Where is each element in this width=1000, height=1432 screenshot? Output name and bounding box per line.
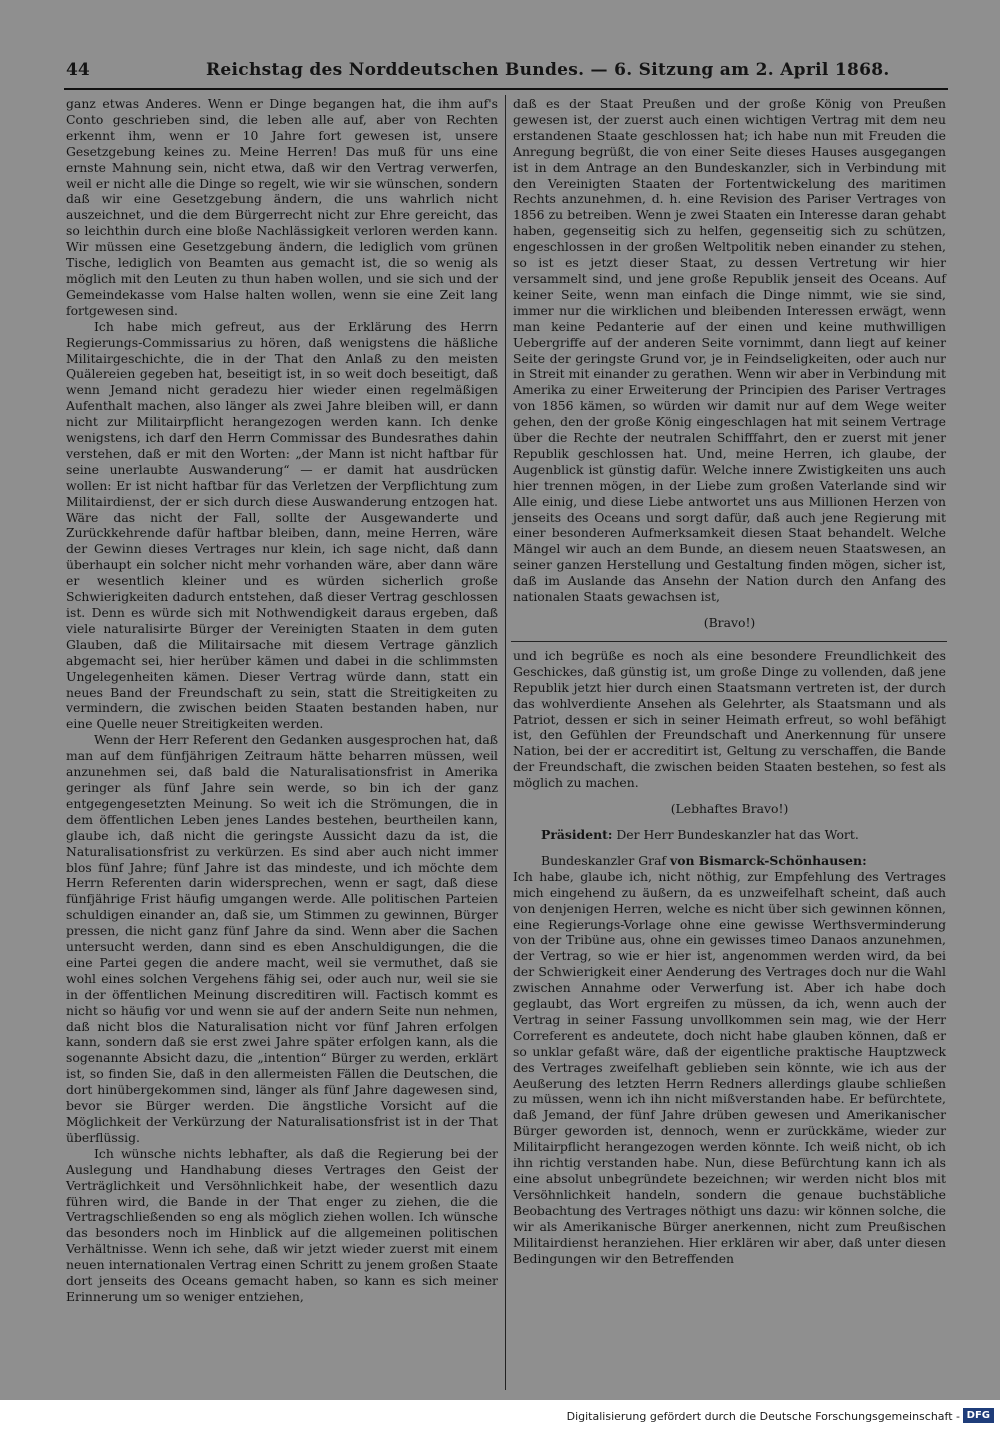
- section-rule: [511, 641, 947, 642]
- page-number: 44: [66, 60, 90, 80]
- footer: [0, 1400, 1000, 1432]
- column-divider: [505, 95, 506, 1390]
- paragraph: Wenn der Herr Referent den Gedanken ausgesprochen hat, daß man auf dem fünfjährigen Zeitraum hätte beharren müssen, weil anzunehmen sei, daß bald die Naturalisationsfrist in Amerika geringer als fünf Jahre sein werde, so bin ich der ganz entgegengesetzten Meinung. So weit ich die Strömungen, die in dem öffentlichen Leben jenes Landes bestehen, beurtheilen kann, glaube ich, daß nicht die geringste Aussicht dazu da ist, die Naturalisationsfrist zu verkürzen. Es sind aber auch nicht immer blos fünf Jahre; fünf Jahre ist das mindeste, und ich möchte dem Herrn Referenten darin widersprechen, wenn er sagt, daß diese fünfjährige Frist häufig umgangen werde. Alle politischen Parteien schuldigen einander an, daß sie, um Stimmen zu gewinnen, Bürger pressen, die nicht ganz fünf Jahre da sind. Wenn aber die Sachen untersucht werden, dann sind es eben Anschuldigungen, die die eine Partei gegen die andere macht, weil sie vermuthet, daß sie wohl eines solchen Vergehens fähig sei, oder auch nur, weil sie sie in der öffentlichen Meinung discreditiren will. Factisch kommt es nicht so häufig vor und wenn sie auf der andern Seite nun nehmen, daß nicht blos die Naturalisation nicht vor fünf Jahren erfolgen kann, sondern daß sie erst zwei Jahre später erfolgen kann, als die sogenannte Absicht dazu, die „intention“ Bürger zu werden, erklärt ist, so finden Sie, daß in den allermeisten Fällen die Deutschen, die dort hinübergekommen sind, länger als fünf Jahre dagewesen sind, bevor sie Bürger werden. Die ängstliche Vorsicht auf die Möglichkeit der Verkürzung der Naturalisationsfrist ist in der That überflüssig.: [66, 732, 498, 1145]
- applause-note: (Lebhaftes Bravo!): [670, 801, 789, 817]
- left-column: [66, 96, 498, 1305]
- dfg-logo: DFG: [963, 1408, 994, 1423]
- statement-text: Der Herr Bundeskanzler hat das Wort.: [616, 826, 859, 842]
- speaker-heading: [513, 853, 946, 869]
- footer-credit: Digitalisierung gefördert durch die Deutsche Forschungsgemeinschaft -: [566, 1410, 960, 1423]
- speaker-name: von Bismarck-Schönhausen:: [670, 852, 867, 868]
- applause-note: (Bravo!): [703, 615, 756, 630]
- paragraph: Ich habe, glaube ich, nicht nöthig, zur Empfehlung des Vertrages mich eingehend zu äußern, da es unzweifelhaft scheint, daß auch von denjenigen Herren, welche es nicht über sich gewinnen können, eine Regierungs-Vorlage ohne eine gewisse Werthsverminderung von der Tribüne aus, ohne ein gewisses timeo Danaos anzunehmen, der Vertrag, so wie er hier ist, angenommen werden wird, da bei der Schwierigkeit einer Aenderung des Vertrages doch nur die Wahl zwischen Annahme oder Verwerfung ist. Aber ich habe doch geglaubt, das Wort ergreifen zu müssen, da ich, wenn auch der Vertrag in seiner Fassung unvollkommen sein mag, wie der Herr Correferent es andeutete, doch nicht habe glauben können, daß er so unklar gefaßt wäre, daß der eigentliche praktische Hauptzweck des Vertrages zweifelhaft geblieben sein könnte, wie ich aus der Aeußerung des letzten Herrn Redners allerdings glaube schließen zu müssen, wenn ich ihn nicht mißverstanden habe. Er befürchtete, daß Jemand, der fünf Jahre drüben gewesen und Amerikanischer Bürger geworden ist, dennoch, wenn er zurückkäme, wieder zur Militairpflicht herangezogen werden könnte. Ich weiß nicht, ob ich ihn richtig verstanden habe. Nun, diese Befürchtung kann ich als eine absolut unbegründete bezeichnen; wir werden nicht blos mit Versöhnlichkeit handeln, sondern die genaue buchstäbliche Beobachtung des Vertrages nöthigt uns dazu: wir können solche, die wir als Amerikanische Bürger anerkennen, nicht zum Preußischen Militairdienst heranziehen. Hier erklären wir aber, daß unter diesen Bedingungen wir den Betreffenden: [513, 868, 946, 1266]
- speaker-role: Bundeskanzler Graf: [541, 852, 667, 868]
- running-title: Reichstag des Norddeutschen Bundes. — 6. Sitzung am 2. April 1868.: [206, 60, 890, 80]
- header-rule: [64, 88, 948, 90]
- paragraph: daß es der Staat Preußen und der große König von Preußen gewesen ist, der zuerst auch einen wichtigen Vertrag mit dem neu erstandenen Staate geschlossen hat; ich habe nun mit Freuden die Anregung begrüßt, die von einer Seite dieses Hauses ausgegangen ist in dem Antrage an den Bundeskanzler, sich in Verbindung mit den Vereinigten Staaten der Fortentwickelung des maritimen Rechts anzunehmen, d. h. eine Revision des Pariser Vertrages von 1856 zu betreiben. Wenn je zwei Staaten ein Interesse daran gehabt haben, gegenseitig sich zu helfen, gegenseitig sich zu schützen, engeschlossen in der großen Weltpolitik neben einander zu stehen, so ist es jetzt dieser Staat, zu dessen Vertretung wir hier versammelt sind, und jene große Republik jenseit des Oceans. Auf keiner Seite, wenn man einfach die Dinge nimmt, wie sie sind, immer nur die wirklichen und bleibenden Interessen erwägt, wenn man keine Pedanterie auf der einen und keine muthwilligen Uebergriffe auf der anderen Seite vornimmt, dann liegt auf keiner Seite der geringste Grund vor, je in Feindseligkeiten, oder auch nur in Streit mit einander zu gerathen. Wenn wir aber in Verbindung mit Amerika zu einer Erweiterung der Principien des Pariser Vertrages von 1856 kämen, so würden wir damit nur auf dem Wege weiter gehen, den der große König eingeschlagen hat mit seinem Vertrage über die Rechte der neutralen Schifffahrt, den er zuerst mit jener Republik geschlossen hat. Und, meine Herren, ich glaube, der Augenblick ist günstig dafür. Welche innere Zwistigkeiten uns auch hier trennen mögen, in der Liebe zum großen Vaterlande sind wir Alle einig, und diese Liebe antwortet uns aus Millionen Herzen von jenseits des Oceans und sorgt dafür, daß auch jene Regierung mit einer besonderen Aufmerksamkeit diesen Staat behandelt. Welche Mängel wir auch an dem Bunde, an diesem neuen Staatswesen, an seiner ganzen Herstellung und Gestaltung finden mögen, sicher ist, daß im Auslande das Ansehn der Nation durch den Anfang des nationalen Staats gewachsen ist,: [513, 96, 946, 605]
- paragraph: und ich begrüße es noch als eine besondere Freundlichkeit des Geschickes, daß günstig ist, um große Dinge zu vollenden, daß jene Republik jetzt hier durch einen Staatsmann vertreten ist, der durch das wohlverdiente Ansehen als Gelehrter, als Staatsmann und als Patriot, dessen er sich in seiner Heimath erfreut, so wohl befähigt ist, den Gefühlen der Freundschaft und Anerkennung für unsere Nation, bei der er accreditirt ist, Geltung zu verschaffen, die Bande der Freundschaft, die zwischen beiden Staaten bestehen, so fest als möglich zu machen.: [513, 647, 946, 791]
- page-header: [66, 60, 946, 86]
- paragraph: Ich wünsche nichts lebhafter, als daß die Regierung bei der Auslegung und Handhabung dieses Vertrages den Geist der Verträglichkeit und Versöhnlichkeit habe, der wesentlich dazu führen wird, die Bande in der That enger zu ziehen, die die Vertragschließenden so eng als möglich ziehen wollen. Ich wünsche das besonders noch im Hinblick auf die allgemeinen politischen Verhältnisse. Wenn ich sehe, daß wir jetzt wieder zuerst mit einem neuen internationalen Vertrag einen Schritt zu jenem großen Staate dort jenseits des Oceans gemacht haben, so kann es sich meiner Erinnerung um so weniger entziehen,: [66, 1145, 498, 1304]
- president-statement: [513, 827, 946, 843]
- paragraph: Ich habe mich gefreut, aus der Erklärung des Herrn Regierungs-Commissarius zu hören, daß wenigstens die häßliche Militairgeschichte, die in der That den Anlaß zu den meisten Quälereien gegeben hat, beseitigt ist, in so weit doch beseitigt, daß wenn Jemand nicht geradezu hier wieder einen regelmäßigen Aufenthalt machen, also länger als zwei Jahre bleiben will, er dann nicht zur Militairpflicht herangezogen werden kann. Ich denke wenigstens, ich darf den Herrn Commissar des Bundesrathes dahin verstehen, daß er mit den Worten: „der Mann ist nicht haftbar für seine unerlaubte Auswanderung“ — er damit hat ausdrücken wollen: Er ist nicht haftbar für das Verletzen der Verpflichtung zum Militairdienst, der er sich durch diese Auswanderung entzogen hat. Wäre das nicht der Fall, sollte der Ausgewanderte und Zurückkehrende dafür haftbar bleiben, dann, meine Herren, wäre der Gewinn dieses Vertrages nur klein, ich sage nicht, daß dann überhaupt ein solcher nicht mehr vorhanden wäre, aber dann wäre er wesentlich kleiner und es würden sicherlich große Schwierigkeiten dadurch entstehen, daß dieser Vertrag geschlossen ist. Denn es würde sich mit Nothwendigkeit daraus ergeben, daß viele naturalisirte Bürger der Vereinigten Staaten in dem guten Glauben, daß die Militairsache mit diesem Vertrage gänzlich abgemacht sei, hier herüber kämen und dabei in die schlimmsten Ungelegenheiten kämen. Dieser Vertrag würde dann, statt ein neues Band der Freundschaft zu sein, statt die Streitigkeiten zu vermindern, die zwischen beiden Staaten bestanden haben, nur eine Quelle neuer Streitigkeiten werden.: [66, 318, 498, 732]
- speaker-label: Präsident:: [541, 826, 613, 842]
- right-column: [513, 96, 946, 1266]
- paragraph: ganz etwas Anderes. Wenn er Dinge begangen hat, die ihm auf's Conto geschrieben sind, die leben alle auf, aber von Rechten erkennt ihm, wenn er 10 Jahre fort gewesen ist, unsere Gesetzgebung keines zu. Meine Herren! Das muß für uns eine ernste Mahnung sein, nicht etwa, daß wir den Vertrag verwerfen, weil er nicht alle die Dinge so regelt, wie wir sie wünschen, sondern daß wir eine Gesetzgebung ändern, die uns wahrlich nicht auszeichnet, und die dem Bürgerrecht nicht zur Ehre gereicht, das so leichthin durch eine bloße Nachlässigkeit verloren werden kann. Wir müssen eine Gesetzgebung ändern, die lediglich vom grünen Tische, lediglich von Beamten aus gemacht ist, die so wenig als möglich mit den Leuten zu thun haben wollen, und sie sich und der Gemeindekasse vom Halse halten wollen, wenn sie eine Zeit lang fortgewesen sind.: [66, 96, 498, 318]
